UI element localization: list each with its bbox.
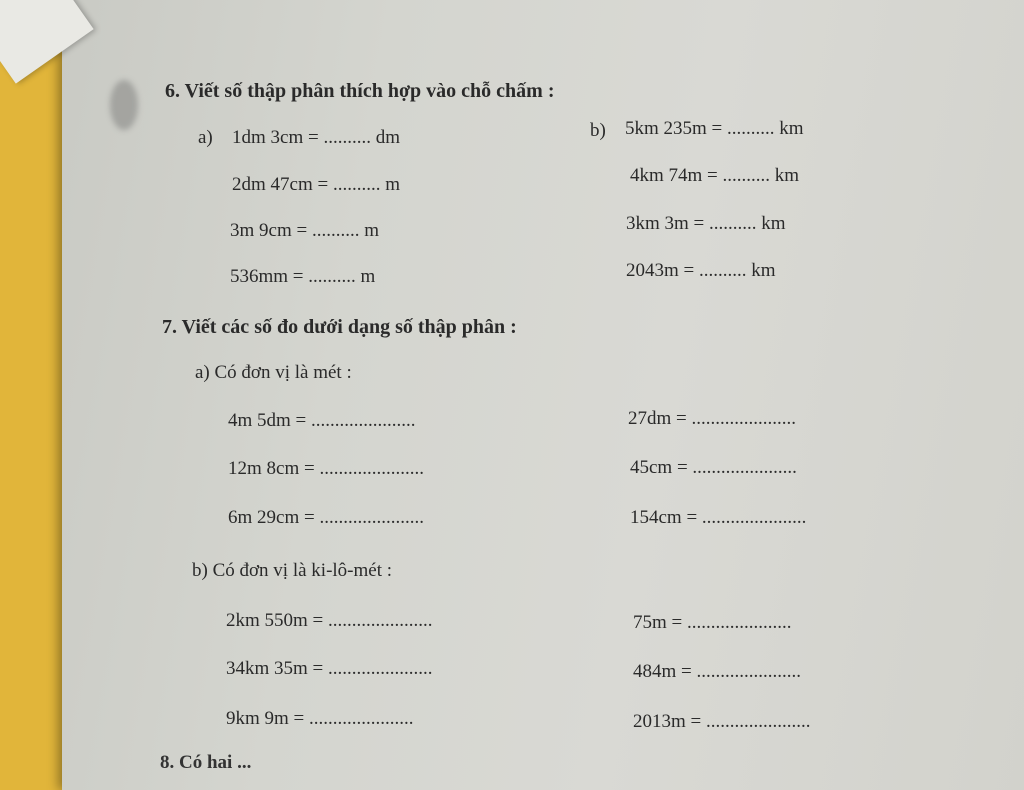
exercise-6b-label: b)	[590, 120, 606, 141]
ex6-a-item-1: 1dm 3cm = .......... dm	[232, 127, 400, 148]
ex7-a-left-3: 6m 29cm = ......................	[228, 507, 424, 528]
ex7-a-left-2: 12m 8cm = ......................	[228, 458, 424, 479]
exercise-7-title: 7. Viết các số đo dưới dạng số thập phân :	[162, 316, 517, 338]
exercise-6a-label: a)	[198, 127, 213, 148]
ex6-b-item-1: 5km 235m = .......... km	[625, 118, 804, 139]
finger-shadow	[110, 80, 138, 130]
exercise-8-partial: 8. Có hai ...	[160, 752, 252, 773]
ex7-a-right-3: 154cm = ......................	[630, 507, 807, 528]
exercise-7b-label: b) Có đơn vị là ki-lô-mét :	[192, 560, 393, 581]
ex7-a-left-1: 4m 5dm = ......................	[228, 410, 416, 431]
ex6-a-item-3: 3m 9cm = .......... m	[230, 220, 379, 241]
exercise-6-title: 6. Viết số thập phân thích hợp vào chỗ chấm :	[165, 80, 555, 102]
ex7-a-right-2: 45cm = ......................	[630, 457, 797, 478]
worksheet-page	[62, 0, 1024, 790]
ex7-b-right-2: 484m = ......................	[633, 661, 801, 682]
ex7-b-left-2: 34km 35m = ......................	[226, 658, 433, 679]
ex6-b-item-3: 3km 3m = .......... km	[626, 213, 786, 234]
ex6-b-item-4: 2043m = .......... km	[626, 260, 776, 281]
ex6-a-item-4: 536mm = .......... m	[230, 266, 376, 287]
ex6-b-item-2: 4km 74m = .......... km	[630, 165, 800, 186]
ex7-b-left-3: 9km 9m = ......................	[226, 708, 414, 729]
ex7-b-right-3: 2013m = ......................	[633, 711, 811, 732]
ex7-b-left-1: 2km 550m = ......................	[226, 610, 433, 631]
ex7-b-right-1: 75m = ......................	[633, 612, 792, 633]
exercise-7a-label: a) Có đơn vị là mét :	[195, 362, 352, 383]
ex6-a-item-2: 2dm 47cm = .......... m	[232, 174, 400, 195]
ex7-a-right-1: 27dm = ......................	[628, 408, 796, 429]
